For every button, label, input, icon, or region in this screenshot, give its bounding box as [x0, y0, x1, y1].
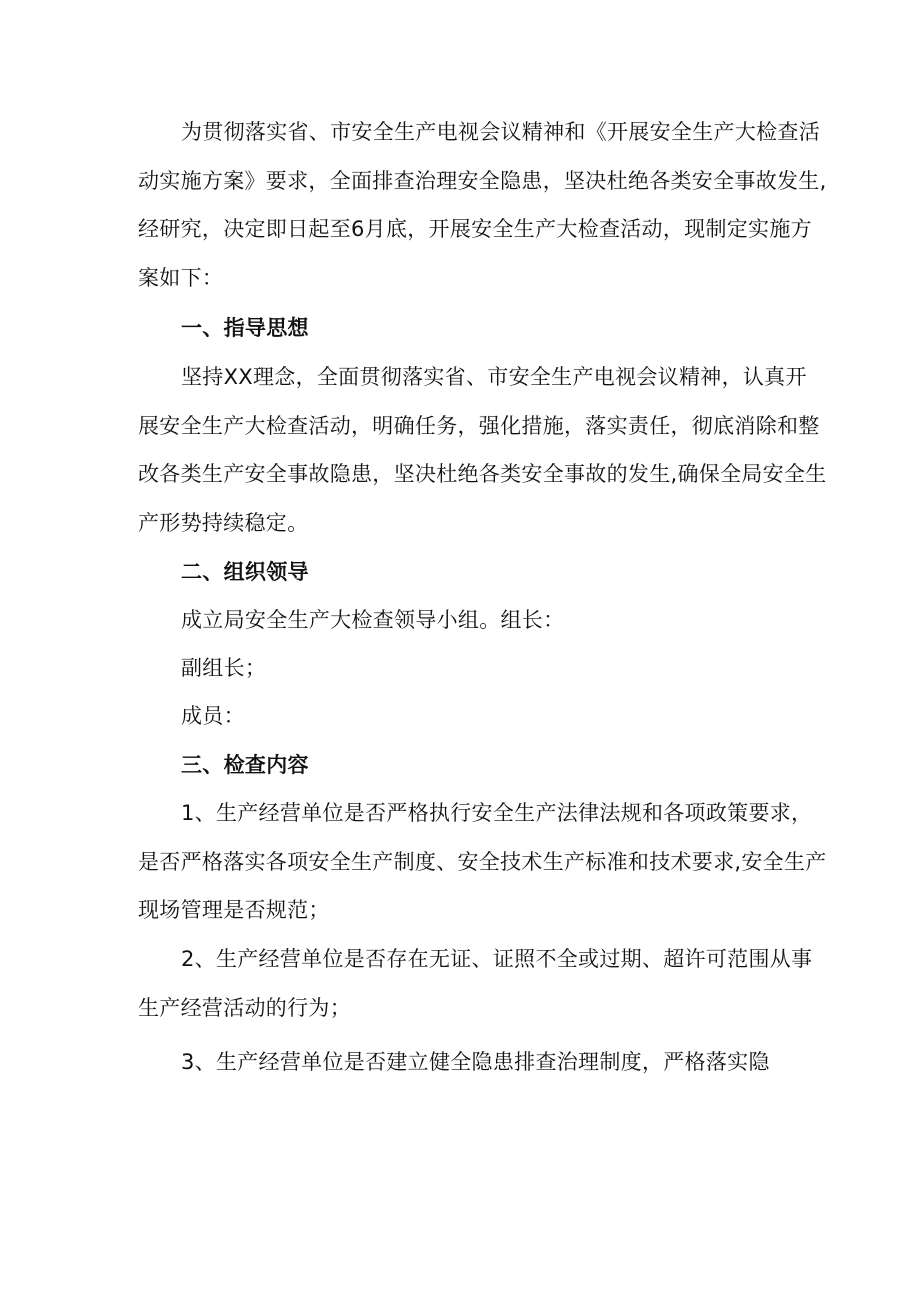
text-line: 展安全生产大检查活动，明确任务，强化措施，落实责任，彻底消除和整	[138, 413, 820, 438]
leader-line: 成立局安全生产大检查领导小组。组长：	[181, 608, 565, 632]
text-line: 产形势持续稳定。	[138, 511, 309, 536]
section1-paragraph	[138, 353, 827, 548]
inspection-item-3	[138, 1038, 788, 1087]
text-line: 改各类生产安全事故隐患，坚决杜绝各类安全事故的发生,确保全局安全生	[138, 462, 827, 487]
members-line: 成员：	[181, 704, 245, 728]
text-line: 是否严格落实各项安全生产制度、安全技术生产标准和技术要求,安全生产	[138, 849, 827, 874]
text-line: 为贯彻落实省、市安全生产电视会议精神和《开展安全生产大检查活	[181, 120, 820, 144]
section-heading-inspection-content: 三、检查内容	[181, 753, 309, 777]
text-line: 2、生产经营单位是否存在无证、证照不全或过期、超许可范围从事	[181, 947, 813, 971]
inspection-item-1	[138, 789, 827, 935]
text-line: 坚持XX理念，全面贯彻落实省、市安全生产电视会议精神，认真开	[181, 365, 807, 389]
deputy-leader-line: 副组长；	[181, 656, 267, 680]
text-line: 经研究，决定即日起至6月底，开展安全生产大检查活动，现制定实施方	[138, 217, 812, 242]
text-line: 生产经营活动的行为；	[138, 995, 351, 1020]
intro-paragraph	[138, 108, 827, 303]
text-line: 现场管理是否规范；	[138, 898, 330, 923]
text-line: 1、生产经营单位是否严格执行安全生产法律法规和各项政策要求，	[181, 801, 813, 825]
section-heading-guiding-ideology: 一、指导思想	[181, 316, 309, 340]
inspection-item-2	[138, 935, 813, 1032]
text-line: 动实施方案》要求，全面排查治理安全隐患，坚决杜绝各类安全事故发生,	[138, 168, 827, 193]
section-heading-organization: 二、组织领导	[181, 560, 309, 584]
text-line: 案如下：	[138, 266, 224, 291]
text-line: 3、生产经营单位是否建立健全隐患排查治理制度，严格落实隐	[181, 1050, 770, 1074]
